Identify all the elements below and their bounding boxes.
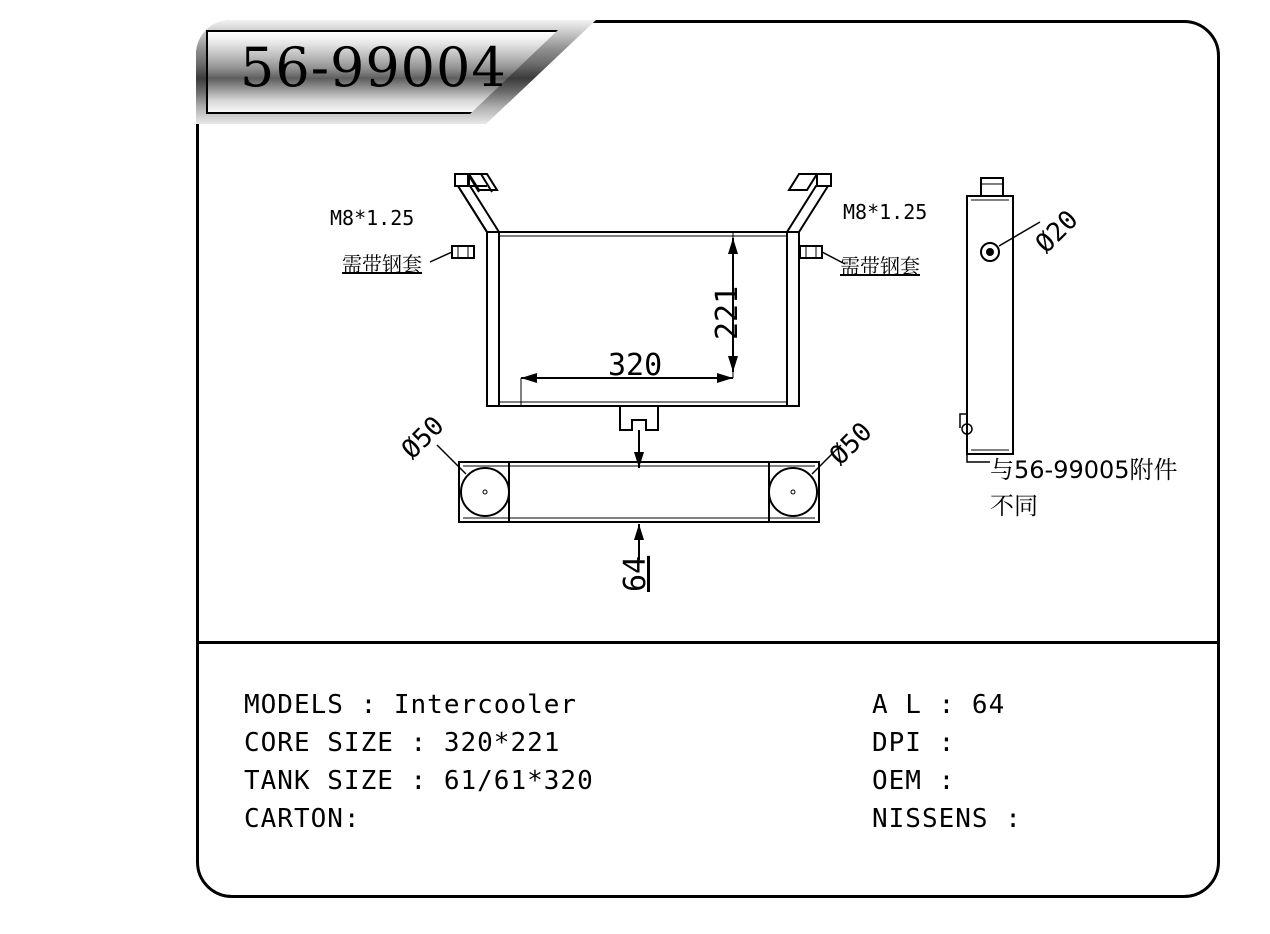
- info-dpi: DPI :: [872, 728, 956, 758]
- label-thread-right: M8*1.25: [843, 200, 928, 224]
- label-thread-left-note: 需带钢套: [342, 252, 422, 276]
- label-thread-right-note: 需带钢套: [840, 254, 920, 278]
- info-nissens: NISSENS :: [872, 804, 1022, 834]
- label-thread-left: M8*1.25: [330, 206, 415, 230]
- info-block-right: [872, 686, 1022, 838]
- label-port-right: Ø50: [824, 416, 879, 472]
- label-port-left: Ø50: [396, 410, 451, 466]
- label-side-hole: Ø20: [1030, 204, 1085, 260]
- dimension-width: 320: [608, 348, 663, 383]
- info-block-left: [244, 686, 594, 838]
- part-number-title: 56-99004: [240, 36, 507, 99]
- dimension-depth: 64: [618, 555, 653, 592]
- info-core-size: CORE SIZE : 320*221: [244, 728, 561, 758]
- dimension-height: 221: [710, 285, 745, 340]
- label-side-note-line1: 与56-99005附件: [990, 456, 1178, 484]
- info-carton: CARTON:: [244, 804, 361, 834]
- label-side-note-line2: 不同: [990, 492, 1038, 520]
- info-oem: OEM :: [872, 766, 956, 796]
- info-al: A L : 64: [872, 690, 1006, 720]
- frame-divider: [199, 641, 1217, 644]
- info-models: MODELS : Intercooler: [244, 690, 578, 720]
- info-tank-size: TANK SIZE : 61/61*320: [244, 766, 594, 796]
